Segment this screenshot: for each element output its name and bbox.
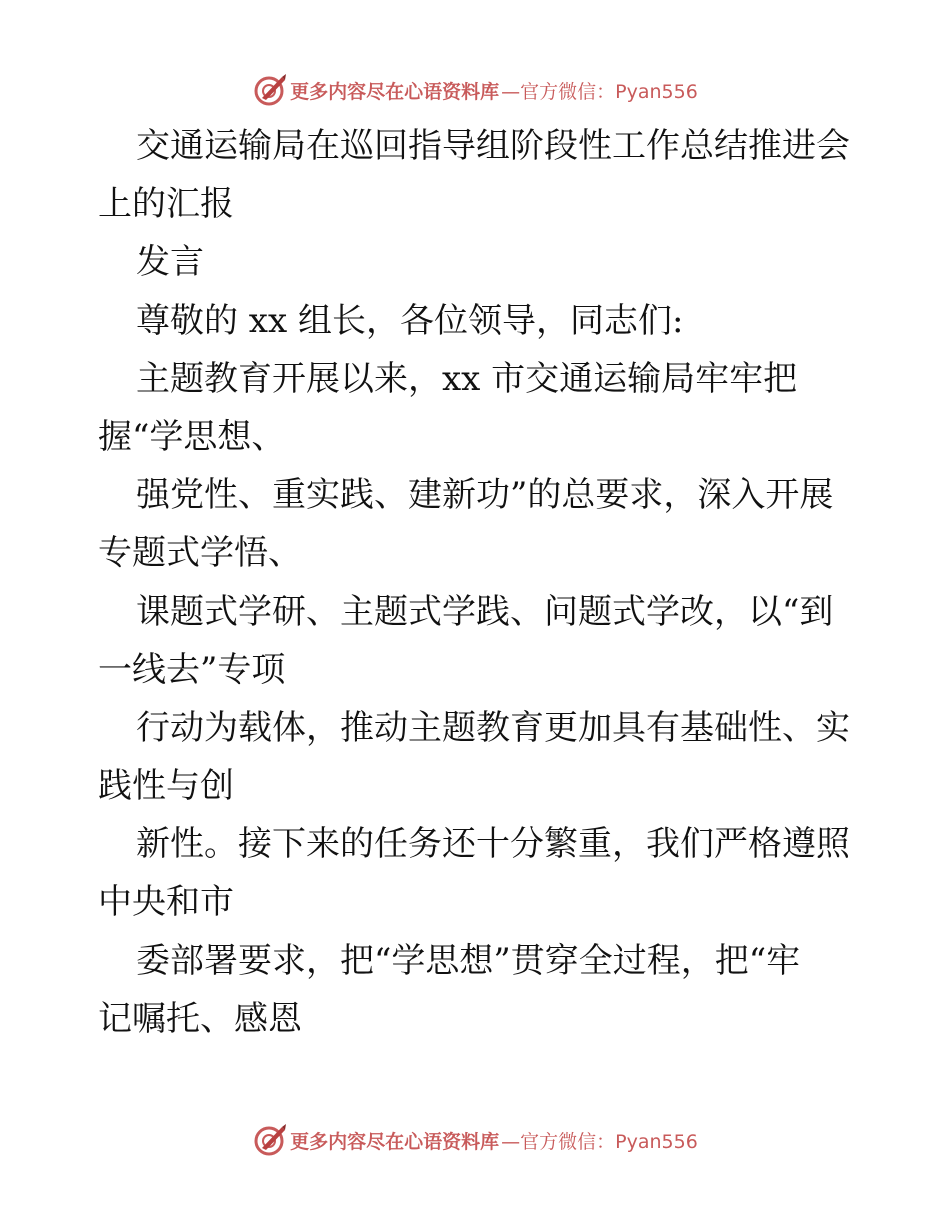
text-line: 主题教育开展以来，xx 市交通运输局牢牢把	[136, 358, 798, 399]
document-body	[98, 117, 858, 1048]
footer-wechat-text: —官方微信：Pyan556	[501, 1130, 698, 1153]
text-line: 发言	[136, 242, 204, 283]
text-line: 握“学思想、	[98, 416, 286, 457]
quill-logo-icon	[252, 72, 288, 108]
text-line: 委部署要求，把“学思想”贯穿全过程，把“牢	[136, 940, 801, 981]
text-line: 中央和市	[98, 882, 234, 923]
text-line: 一线去”专项	[98, 649, 286, 690]
text-line: 强党性、重实践、建新功”的总要求，深入开展	[136, 475, 834, 516]
text-line: 践性与创	[98, 766, 234, 807]
text-line: 专题式学悟、	[98, 533, 302, 574]
text-line: 上的汇报	[98, 184, 234, 225]
header-brand-text: 更多内容尽在心语资料库	[290, 80, 500, 103]
text-line: 交通运输局在巡回指导组阶段性工作总结推进会	[136, 126, 850, 166]
text-line: 记嘱托、感恩	[98, 998, 302, 1039]
footer-banner	[0, 1120, 950, 1160]
text-line: 新性。接下来的任务还十分繁重，我们严格遵照	[136, 824, 850, 865]
text-line: 课题式学研、主题式学践、问题式学改，以“到	[136, 591, 834, 632]
header-banner	[0, 70, 950, 110]
text-line: 行动为载体，推动主题教育更加具有基础性、实	[136, 707, 850, 748]
text-line: 尊敬的 xx 组长，各位领导，同志们:	[136, 300, 684, 341]
header-wechat-text: —官方微信：Pyan556	[501, 80, 698, 103]
footer-brand-text: 更多内容尽在心语资料库	[290, 1130, 500, 1153]
quill-logo-icon	[252, 1122, 288, 1158]
